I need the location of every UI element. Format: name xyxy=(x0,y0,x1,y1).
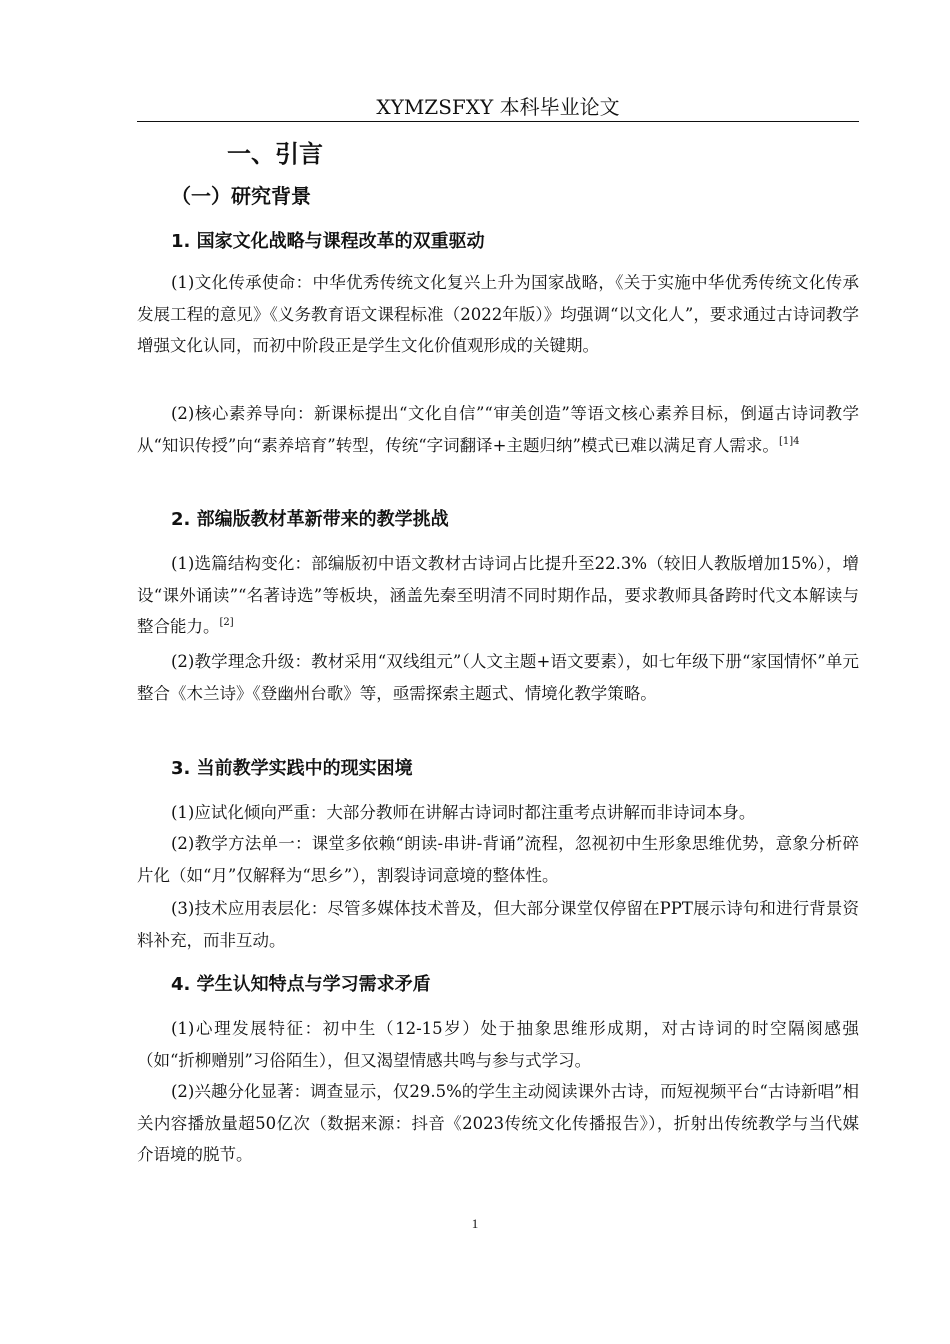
paragraph xyxy=(137,1076,859,1171)
paragraph-text: (2)教学方法单一：课堂多依赖“朗读-串讲-背诵”流程，忽视初中生形象思维优势，意象分析碎片化（如“月”仅解释为“思乡”），割裂诗词意境的整体性。 xyxy=(137,834,859,885)
paragraph xyxy=(137,646,859,709)
citation: [2] xyxy=(219,617,234,628)
paragraph-text: (3)技术应用表层化：尽管多媒体技术普及，但大部分课堂仅停留在PPT展示诗句和进行背景资料补充，而非互动。 xyxy=(137,899,859,950)
paragraph xyxy=(137,267,859,362)
subsection-title-4: 4. 学生认知特点与学习需求矛盾 xyxy=(171,974,431,995)
section-title: （一）研究背景 xyxy=(171,184,311,208)
subsection-title-1: 1. 国家文化战略与课程改革的双重驱动 xyxy=(171,231,485,252)
subsection-title-2: 2. 部编版教材革新带来的教学挑战 xyxy=(171,509,449,530)
paragraph-text: (1)文化传承使命：中华优秀传统文化复兴上升为国家战略，《关于实施中华优秀传统文化传承发展工程的意见》《义务教育语文课程标准（2022年版）》均强调“以文化人”，要求通过古诗词教学增强文化认同，而初中阶段正是学生文化价值观形成的关键期。 xyxy=(137,273,859,355)
subsection-title-3: 3. 当前教学实践中的现实困境 xyxy=(171,758,413,779)
paragraph-text: (1)选篇结构变化：部编版初中语文教材古诗词占比提升至22.3%（较旧人教版增加15%），增设“课外诵读”“名著诗选”等板块，涵盖先秦至明清不同时期作品，要求教师具备跨时代文本解读与整合能力。 xyxy=(137,554,859,636)
chapter-title: 一、引言 xyxy=(227,140,323,168)
citation: [1]4 xyxy=(778,435,800,447)
paragraph xyxy=(137,893,859,956)
paragraph-text: (1)应试化倾向严重：大部分教师在讲解古诗词时都注重考点讲解而非诗词本身。 xyxy=(171,803,756,822)
paragraph xyxy=(137,828,859,891)
paragraph xyxy=(137,1013,859,1076)
page-number: 1 xyxy=(471,1216,479,1231)
paragraph xyxy=(137,398,859,461)
paragraph xyxy=(137,797,859,829)
header-rule xyxy=(137,121,859,122)
running-header: XYMZSFXY 本科毕业论文 xyxy=(376,95,620,119)
paragraph-text: (2)教学理念升级：教材采用“双线组元”（人文主题+语文要素），如七年级下册“家国情怀”单元整合《木兰诗》《登幽州台歌》等，亟需探索主题式、情境化教学策略。 xyxy=(137,652,859,703)
paragraph xyxy=(137,548,859,643)
paragraph-text: (2)兴趣分化显著：调查显示，仅29.5%的学生主动阅读课外古诗，而短视频平台“古诗新唱”相关内容播放量超50亿次（数据来源：抖音《2023传统文化传播报告》），折射出传统教学与当代媒介语境的脱节。 xyxy=(137,1082,859,1164)
paragraph-text: (1)心理发展特征：初中生（12-15岁）处于抽象思维形成期，对古诗词的时空隔阂感强（如“折柳赠别”习俗陌生），但又渴望情感共鸣与参与式学习。 xyxy=(137,1019,859,1070)
paragraph-text: (2)核心素养导向：新课标提出“文化自信”“审美创造”等语文核心素养目标，倒逼古诗词教学从“知识传授”向“素养培育”转型，传统“字词翻译+主题归纳”模式已难以满足育人需求。 xyxy=(137,404,859,455)
